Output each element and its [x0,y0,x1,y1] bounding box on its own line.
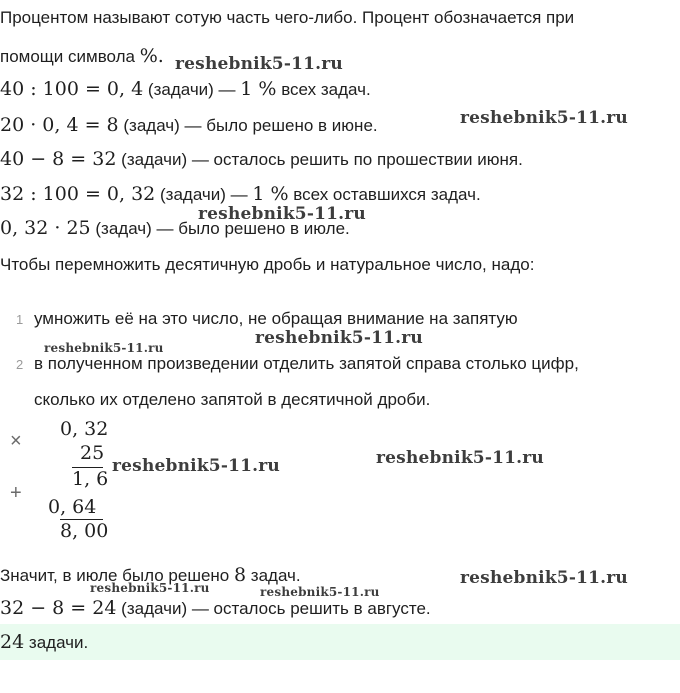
plus-sign: + [10,482,22,504]
watermark: reshebnik5-11.ru [175,54,343,74]
equation-text: (задач) — было решено в июле. [90,219,350,238]
equation-math: 0, 32 · 25 [0,217,91,239]
equation-text-2: всех оставшихся задач. [288,185,481,204]
equation-math: 32 : 100 = 0, 32 [0,183,156,205]
equation-math: 20 · 0, 4 = 8 [0,114,119,136]
factor-2: 25 [80,442,105,464]
watermark: reshebnik5-11.ru [460,568,628,588]
list-number: 2 [16,357,24,372]
conclusion-text-2: задач. [246,566,301,585]
equation-text: (задачи) — [143,80,241,99]
conclusion-math: 8 [233,564,247,586]
watermark: reshebnik5-11.ru [112,456,280,476]
equation-text: (задачи) — осталось решить в августе. [116,599,431,618]
equation-math: 32 − 8 = 24 [0,597,117,619]
intro-paragraph-line-2 [0,44,164,69]
answer-box [0,624,680,660]
last-equation-line [0,596,431,621]
equation-math-2: 1 % [240,78,277,100]
equation-text: (задачи) — осталось решить по прошествии июня. [116,150,523,169]
equation-text: (задачи) — [155,185,253,204]
list-text: умножить её на это число, не обращая внимание на запятую [34,309,518,328]
watermark: reshebnik5-11.ru [260,585,380,599]
equation-line-2 [0,113,378,138]
list-text: в полученном произведении отделить запятой справа столько цифр, [34,354,579,373]
watermark: reshebnik5-11.ru [255,328,423,348]
equation-math: 40 − 8 = 32 [0,148,117,170]
calc-result: 8, 00 [60,520,109,542]
conclusion-text: Значит, в июле было решено [0,566,234,585]
equation-line-1 [0,77,371,102]
answer-text: задачи. [24,633,89,652]
list-text: сколько их отделено запятой в десятичной дроби. [34,390,431,409]
partial-product-1: 1, 6 [72,468,109,490]
watermark: reshebnik5-11.ru [198,204,366,224]
equation-text: (задач) — было решено в июне. [118,116,378,135]
watermark: reshebnik5-11.ru [376,448,544,468]
intro-text-1: Процентом называют сотую часть чего-либо. Процент обозначается при [0,8,575,27]
percent-symbol: %. [139,45,164,67]
answer-math: 24 [0,631,25,653]
times-sign: × [10,430,22,452]
equation-line-3 [0,147,523,172]
intro-text-2: помощи символа [0,47,135,66]
list-number: 1 [16,312,24,327]
intro-paragraph-line-1 [0,6,574,30]
watermark: reshebnik5-11.ru [44,341,164,355]
watermark: reshebnik5-11.ru [90,581,210,595]
watermark: reshebnik5-11.ru [460,108,628,128]
equation-text-2: всех задач. [276,80,371,99]
rule-intro: Чтобы перемножить десятичную дробь и натуральное число, надо: [0,255,535,274]
equation-math: 40 : 100 = 0, 4 [0,78,144,100]
factor-1: 0, 32 [60,418,109,440]
equation-math-2: 1 % [252,183,289,205]
partial-product-2: 0, 64 [48,496,97,518]
